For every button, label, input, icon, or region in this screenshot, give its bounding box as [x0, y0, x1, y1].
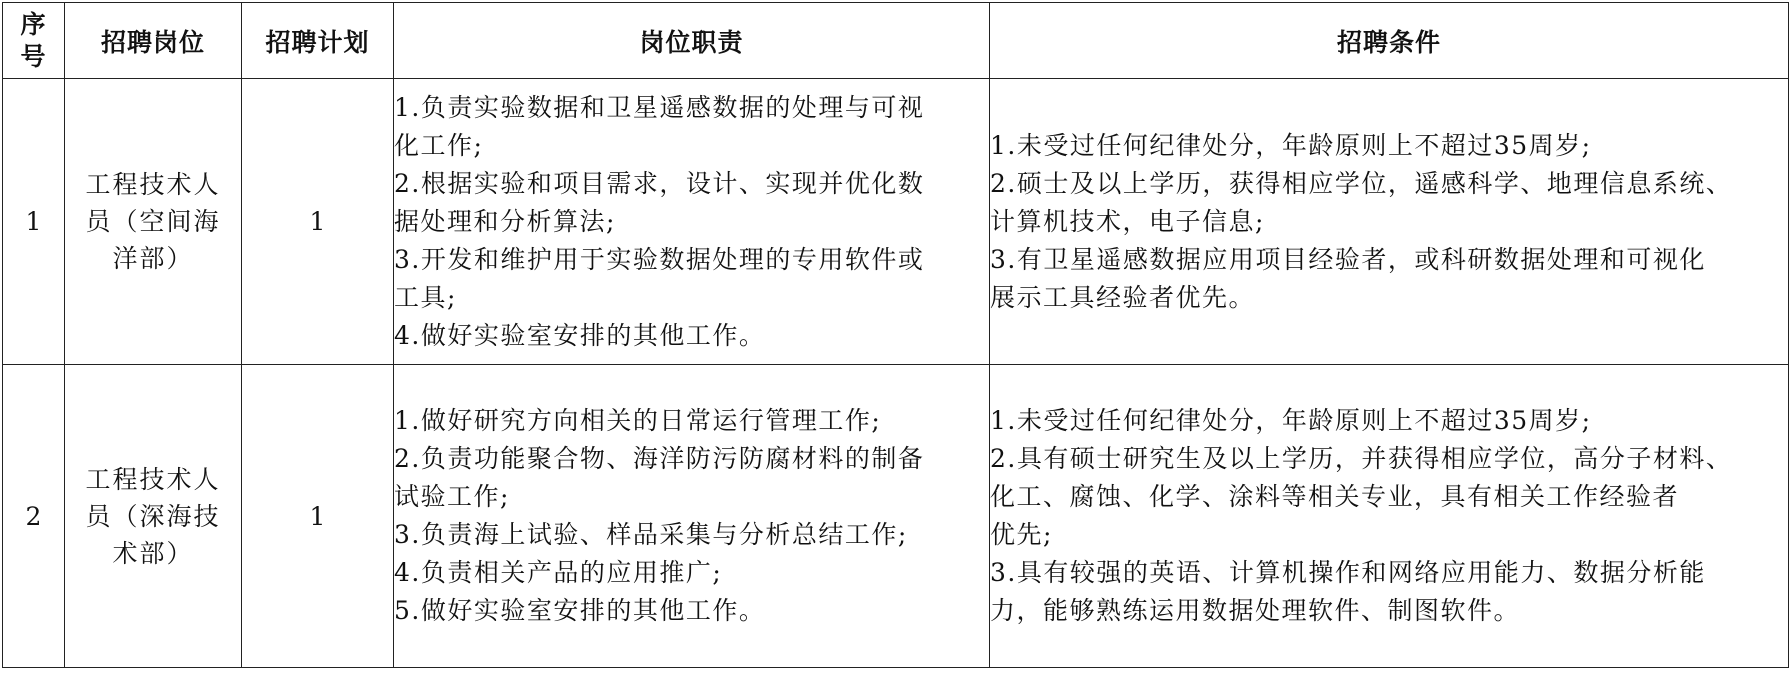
condition-line: 2.具有硕士研究生及以上学历，并获得相应学位，高分子材料、	[990, 444, 1733, 473]
header-duties: 岗位职责	[394, 3, 990, 79]
row-conditions	[990, 365, 1789, 668]
header-seq-line2: 号	[20, 41, 47, 71]
condition-line: 3.具有较强的英语、计算机操作和网络应用能力、数据分析能	[990, 558, 1706, 587]
row-seq: 1	[3, 79, 65, 365]
duty-line: 3.负责海上试验、样品采集与分析总结工作;	[394, 520, 908, 549]
table-row	[3, 365, 1789, 668]
header-conditions: 招聘条件	[990, 3, 1789, 79]
row-post	[65, 365, 242, 668]
duty-line: 化工作;	[394, 130, 484, 160]
post-line: 洋部）	[112, 244, 194, 273]
row-seq: 2	[3, 365, 65, 668]
condition-line: 优先;	[990, 520, 1053, 549]
header-seq	[3, 3, 65, 79]
duty-line: 工具;	[394, 282, 457, 312]
duty-line: 试验工作;	[394, 482, 510, 511]
header-plan: 招聘计划	[242, 3, 394, 79]
row-duties	[394, 365, 990, 668]
condition-line: 力，能够熟练运用数据处理软件、制图软件。	[990, 596, 1521, 625]
header-seq-line1: 序	[20, 9, 47, 39]
condition-line: 1.未受过任何纪律处分，年龄原则上不超过35周岁;	[990, 130, 1592, 160]
condition-line: 计算机技术，电子信息;	[990, 206, 1265, 236]
condition-line: 3.有卫星遥感数据应用项目经验者，或科研数据处理和可视化	[990, 244, 1706, 274]
duty-line: 1.做好研究方向相关的日常运行管理工作;	[394, 406, 882, 435]
table-row	[3, 79, 1789, 365]
condition-line: 2.硕士及以上学历，获得相应学位，遥感科学、地理信息系统、	[990, 168, 1733, 198]
post-line: 员（空间海	[85, 207, 221, 236]
duty-line: 5.做好实验室安排的其他工作。	[394, 596, 766, 625]
row-duties	[394, 79, 990, 365]
recruitment-table	[2, 2, 1789, 668]
duty-line: 4.做好实验室安排的其他工作。	[394, 320, 766, 350]
post-line: 工程技术人	[85, 170, 221, 199]
duty-line: 1.负责实验数据和卫星遥感数据的处理与可视	[394, 92, 925, 122]
condition-line: 1.未受过任何纪律处分，年龄原则上不超过35周岁;	[990, 406, 1592, 435]
duty-line: 2.负责功能聚合物、海洋防污防腐材料的制备	[394, 444, 925, 473]
row-plan: 1	[242, 365, 394, 668]
row-post	[65, 79, 242, 365]
condition-line: 展示工具经验者优先。	[990, 282, 1256, 312]
duty-line: 2.根据实验和项目需求，设计、实现并优化数	[394, 168, 925, 198]
post-line: 工程技术人	[85, 464, 221, 494]
duty-line: 4.负责相关产品的应用推广;	[394, 558, 723, 587]
header-row	[3, 3, 1789, 79]
post-line: 员（深海技	[85, 501, 221, 531]
condition-line: 化工、腐蚀、化学、涂料等相关专业，具有相关工作经验者	[990, 482, 1680, 511]
duty-line: 3.开发和维护用于实验数据处理的专用软件或	[394, 244, 925, 274]
header-post: 招聘岗位	[65, 3, 242, 79]
post-line: 术部）	[112, 538, 194, 568]
row-conditions	[990, 79, 1789, 365]
duty-line: 据处理和分析算法;	[394, 206, 616, 236]
row-plan: 1	[242, 79, 394, 365]
